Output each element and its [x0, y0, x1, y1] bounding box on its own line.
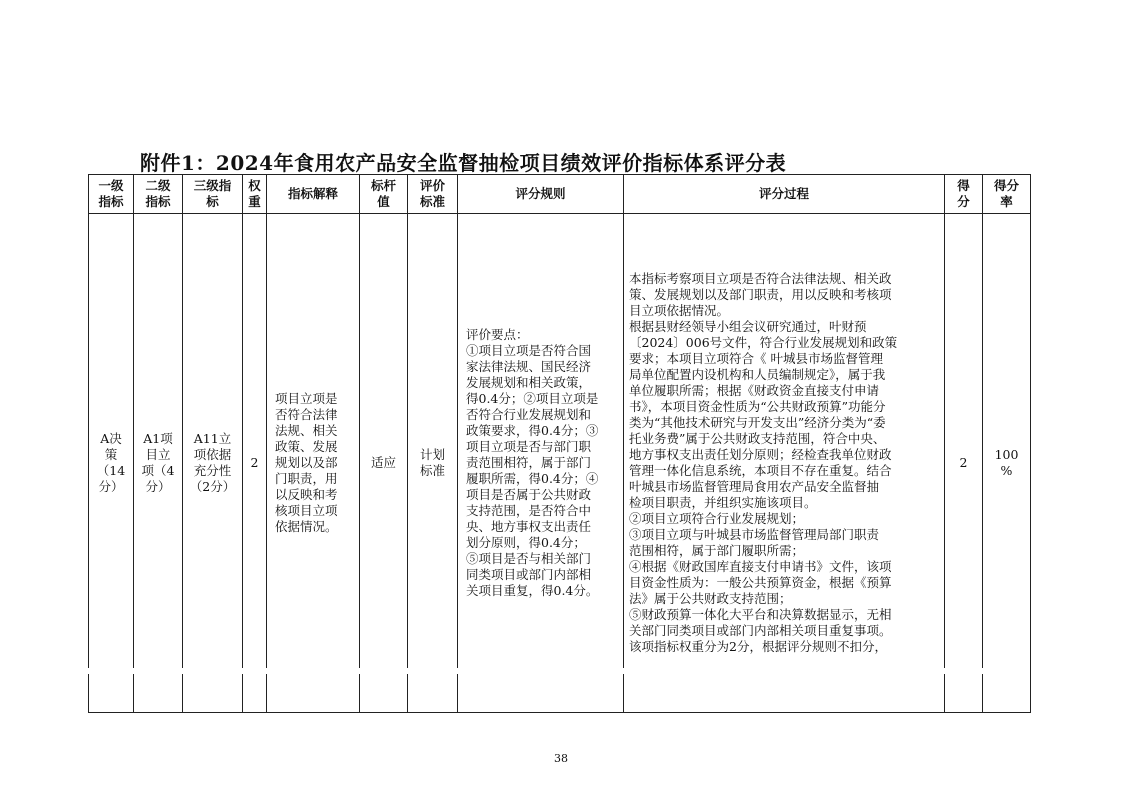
header-standard: 评价 标准: [408, 175, 458, 214]
document-title: 附件1：2024年食用农产品安全监督抽检项目绩效评价指标体系评分表: [140, 151, 787, 175]
page-number: 38: [554, 752, 568, 765]
cell-weight: 2: [243, 214, 267, 713]
cell-level2: A1项 目立 项（4 分）: [134, 214, 183, 713]
header-score: 得 分: [945, 175, 983, 214]
header-level3: 三级指 标: [183, 175, 243, 214]
header-rate: 得分 率: [983, 175, 1031, 214]
cell-rules: 评价要点： ①项目立项是否符合国 家法律法规、国民经济 发展规划和相关政策， 得0.4分；②项目立项是 否符合行业发展规划和 政策要求，得0.4分；③ 项目立项是否与部门职 责范围相符，属于部门 履职所需，得0.4分；④ 项目是否属于公共财政 支持范围，是否符合中 央、地方事权支出责任 划分原则，得0.4分； ⑤项目是否与相关部门 同类项目或部门内部相 关项目重复，得0.4分。: [458, 214, 624, 713]
cell-explanation: 项目立项是 否符合法律 法规、相关 政策、发展 规划以及部 门职责，用 以反映和考 核项目立项 依据情况。: [267, 214, 360, 713]
header-benchmark: 标杆 值: [360, 175, 408, 214]
cell-process: 本指标考察项目立项是否符合法律法规、相关政 策、发展规划以及部门职责，用以反映和考核项 目立项依据情况。 根据县财经领导小组会议研究通过，叶财预 〔2024〕006号文件，符合行业发展规划和政策 要求；本项目立项符合《 叶城县市场监督管理 局单位配置内设机构和人员编制规定》，属于我 单位履职所需；根据《财政资金直接支付申请 书》，本项目资金性质为“公共财政预算”功能分 类为“其他技术研究与开发支出”经济分类为“委 托业务费”属于公共财政支持范围，符合中央、 地方事权支出责任划分原则；经检查我单位财政 管理一体化信息系统，本项目不存在重复。结合 叶城县市场监督管理局食用农产品安全监督抽 检项目职责，并组织实施该项目。 ②项目立项符合行业发展规划； ③项目立项与叶城县市场监督管理局部门职责 范围相符，属于部门履职所需； ④根据《财政国库直接支付申请书》文件，该项 目资金性质为：一般公共预算资金，根据《预算 法》属于公共财政支持范围； ⑤财政预算一体化大平台和决算数据显示，无相 关部门同类项目或部门内部相关项目重复事项。 该项指标权重分为2分，根据评分规则不扣分，: [624, 214, 945, 713]
cell-standard: 计划 标准: [408, 214, 458, 713]
cell-level3: A11立 项依据 充分性 （2分）: [183, 214, 243, 713]
cell-level1: A决 策 （14 分）: [89, 214, 134, 713]
header-rules: 评分规则: [458, 175, 624, 214]
header-process: 评分过程: [624, 175, 945, 214]
table-row: [89, 214, 1031, 713]
page-cut-edge: [88, 668, 1030, 674]
cell-rate: 100 %: [983, 214, 1031, 713]
table-header-row: [89, 175, 1031, 214]
evaluation-table: [88, 174, 1031, 713]
cell-score: 2: [945, 214, 983, 713]
header-level2: 二级 指标: [134, 175, 183, 214]
header-level1: 一级 指标: [89, 175, 134, 214]
cell-benchmark: 适应: [360, 214, 408, 713]
header-explanation: 指标解释: [267, 175, 360, 214]
header-weight: 权 重: [243, 175, 267, 214]
